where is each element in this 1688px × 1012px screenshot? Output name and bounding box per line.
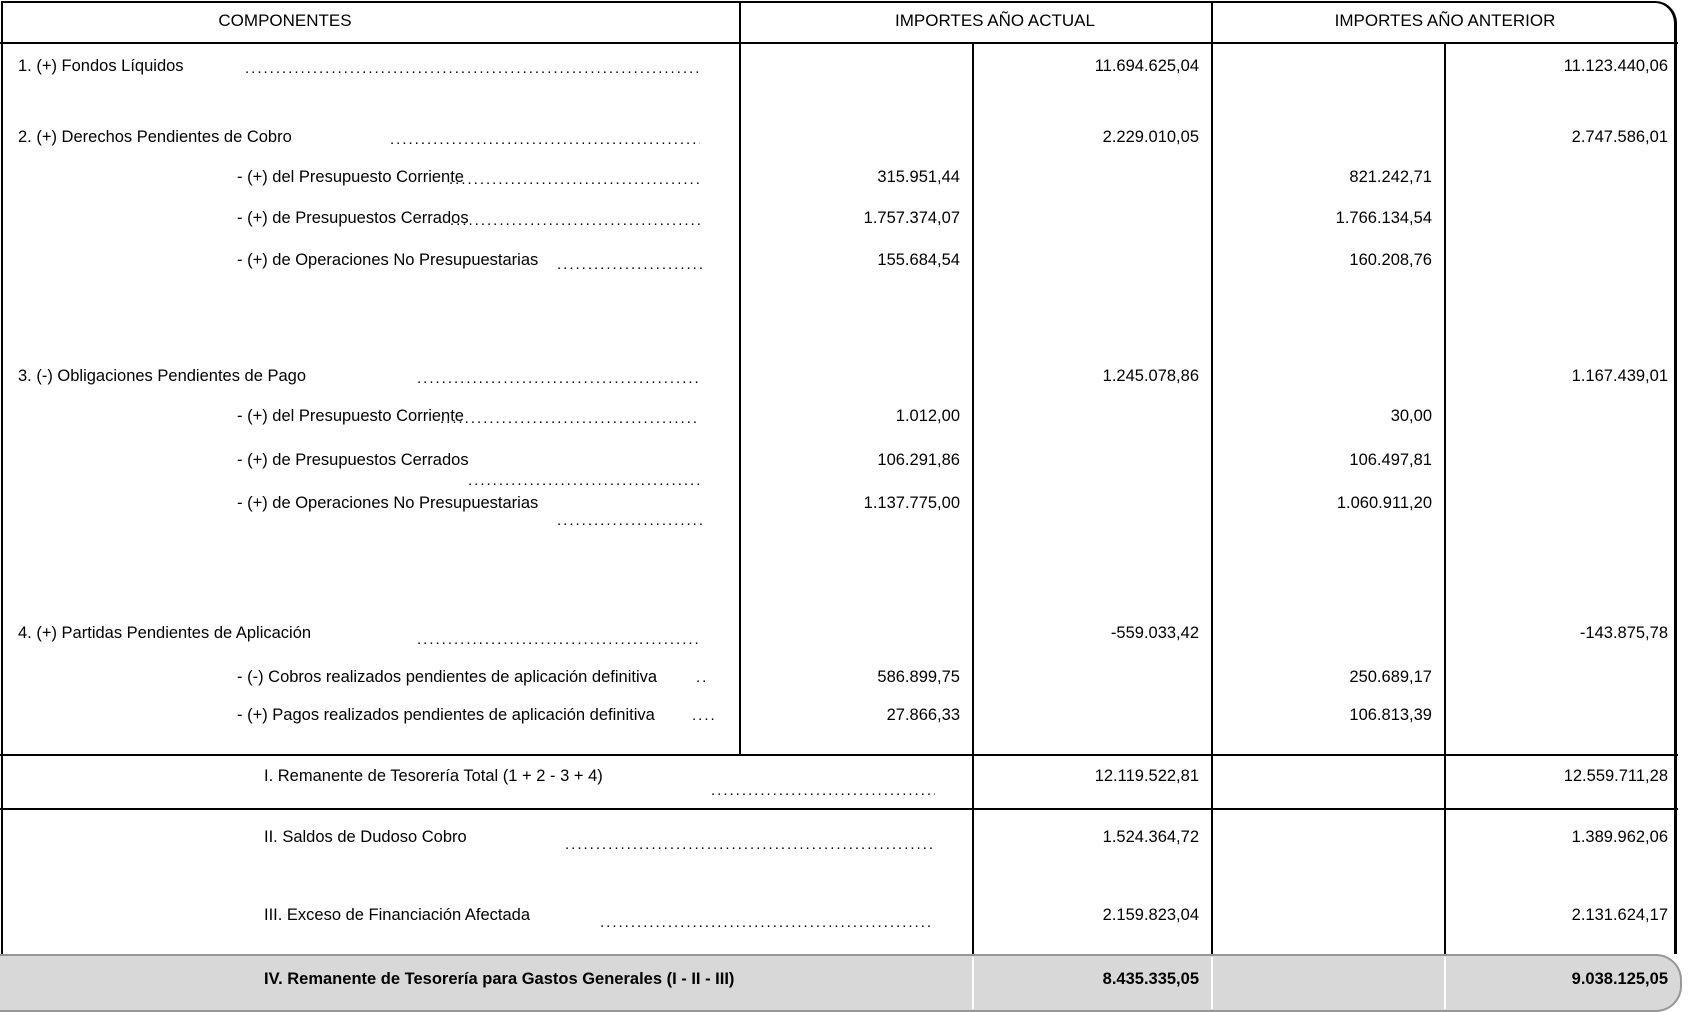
row-label: 3. (-) Obligaciones Pendientes de Pago <box>18 367 307 385</box>
amount-current-total: -559.033,42 <box>1110 624 1199 642</box>
summary-i-bottom-line <box>0 808 1678 810</box>
dotted-leader <box>692 709 717 723</box>
row-label: - (+) de Presupuestos Cerrados <box>237 451 469 469</box>
amount-current-total: 2.229.010,05 <box>1102 128 1199 146</box>
amount-current-detail: 106.291,86 <box>877 451 960 469</box>
row-label: III. Exceso de Financiación Afectada <box>264 906 530 924</box>
amount-current-total: 8.435.335,05 <box>1102 970 1199 988</box>
amount-current-detail: 586.899,75 <box>877 668 960 686</box>
amount-previous-total: 11.123.440,06 <box>1563 57 1668 75</box>
amount-previous-detail: 30,00 <box>1390 407 1432 425</box>
amount-previous-detail: 106.497,81 <box>1349 451 1432 469</box>
row-label: 1. (+) Fondos Líquidos <box>18 57 184 75</box>
dotted-leader <box>696 671 709 685</box>
dotted-leader <box>417 633 700 647</box>
header-bottom-line <box>0 42 1678 44</box>
amount-current-detail: 155.684,54 <box>877 251 960 269</box>
row-label: - (-) Cobros realizados pendientes de aplicación definitiva <box>237 668 658 686</box>
amount-previous-total: 1.389.962,06 <box>1571 828 1668 846</box>
row-label: - (+) Pagos realizados pendientes de aplicación definitiva <box>237 706 655 724</box>
amount-previous-total: 1.167.439,01 <box>1571 367 1668 385</box>
table-row <box>0 166 1688 188</box>
dotted-leader <box>245 62 700 76</box>
amount-previous-detail: 250.689,17 <box>1349 668 1432 686</box>
dotted-leader <box>449 173 700 187</box>
table-row <box>0 704 1688 726</box>
row-label: - (+) de Operaciones No Presupuestarias <box>237 251 539 269</box>
summary-row-highlight <box>0 968 1688 990</box>
table-row <box>0 207 1688 229</box>
amount-previous-total: 2.131.624,17 <box>1571 906 1668 924</box>
table-row <box>0 249 1688 271</box>
amount-previous-detail: 1.060.911,20 <box>1336 494 1432 512</box>
header-current-year: IMPORTES AÑO ACTUAL <box>895 11 1095 30</box>
amount-current-total: 1.524.364,72 <box>1102 828 1199 846</box>
dotted-leader <box>557 258 702 272</box>
table-row <box>0 666 1688 688</box>
amount-previous-total: 12.559.711,28 <box>1563 767 1668 785</box>
dotted-leader <box>711 784 935 798</box>
amount-current-detail: 1.137.775,00 <box>863 494 960 512</box>
dotted-leader <box>417 372 700 386</box>
row-label: - (+) de Operaciones No Presupuestarias <box>237 494 539 512</box>
row-label: - (+) de Presupuestos Cerrados <box>237 209 469 227</box>
table-row <box>0 492 1688 514</box>
row-label: - (+) del Presupuesto Corriente <box>237 168 464 186</box>
amount-current-total: 11.694.625,04 <box>1094 57 1199 75</box>
dotted-leader <box>440 412 700 426</box>
dotted-leader <box>600 916 933 930</box>
dotted-leader <box>390 133 700 147</box>
row-label: 4. (+) Partidas Pendientes de Aplicación <box>18 624 312 642</box>
row-label: - (+) del Presupuesto Corriente <box>237 407 464 425</box>
amount-previous-detail: 106.813,39 <box>1349 706 1432 724</box>
dotted-leader <box>557 514 702 528</box>
amount-previous-total: 2.747.586,01 <box>1571 128 1668 146</box>
table-row <box>0 365 1688 387</box>
header-components: COMPONENTES <box>218 11 352 30</box>
amount-previous-detail: 821.242,71 <box>1349 168 1432 186</box>
amount-previous-total: 9.038.125,05 <box>1571 970 1668 988</box>
table-row <box>0 405 1688 427</box>
amount-current-total: 2.159.823,04 <box>1102 906 1199 924</box>
amount-previous-total: -143.875,78 <box>1579 624 1668 642</box>
amount-current-detail: 315.951,44 <box>877 168 960 186</box>
amount-current-total: 12.119.522,81 <box>1094 767 1199 785</box>
dotted-leader <box>468 474 703 488</box>
body-bottom-line <box>0 754 1678 756</box>
amount-current-total: 1.245.078,86 <box>1102 367 1199 385</box>
amount-current-detail: 27.866,33 <box>886 706 960 724</box>
row-label: II. Saldos de Dudoso Cobro <box>264 828 467 846</box>
amount-previous-detail: 1.766.134,54 <box>1335 209 1432 227</box>
amount-current-detail: 1.757.374,07 <box>863 209 960 227</box>
row-label: IV. Remanente de Tesorería para Gastos Generales (I - II - III) <box>264 970 735 988</box>
row-label: I. Remanente de Tesorería Total (1 + 2 - 3 + 4) <box>264 767 603 785</box>
dotted-leader <box>450 214 700 228</box>
header-previous-year: IMPORTES AÑO ANTERIOR <box>1334 11 1556 30</box>
dotted-leader <box>565 838 933 852</box>
table-row <box>0 449 1688 471</box>
table-row <box>0 622 1688 644</box>
amount-previous-detail: 160.208,76 <box>1349 251 1432 269</box>
table-row <box>0 126 1688 148</box>
amount-current-detail: 1.012,00 <box>895 407 960 425</box>
row-label: 2. (+) Derechos Pendientes de Cobro <box>18 128 292 146</box>
